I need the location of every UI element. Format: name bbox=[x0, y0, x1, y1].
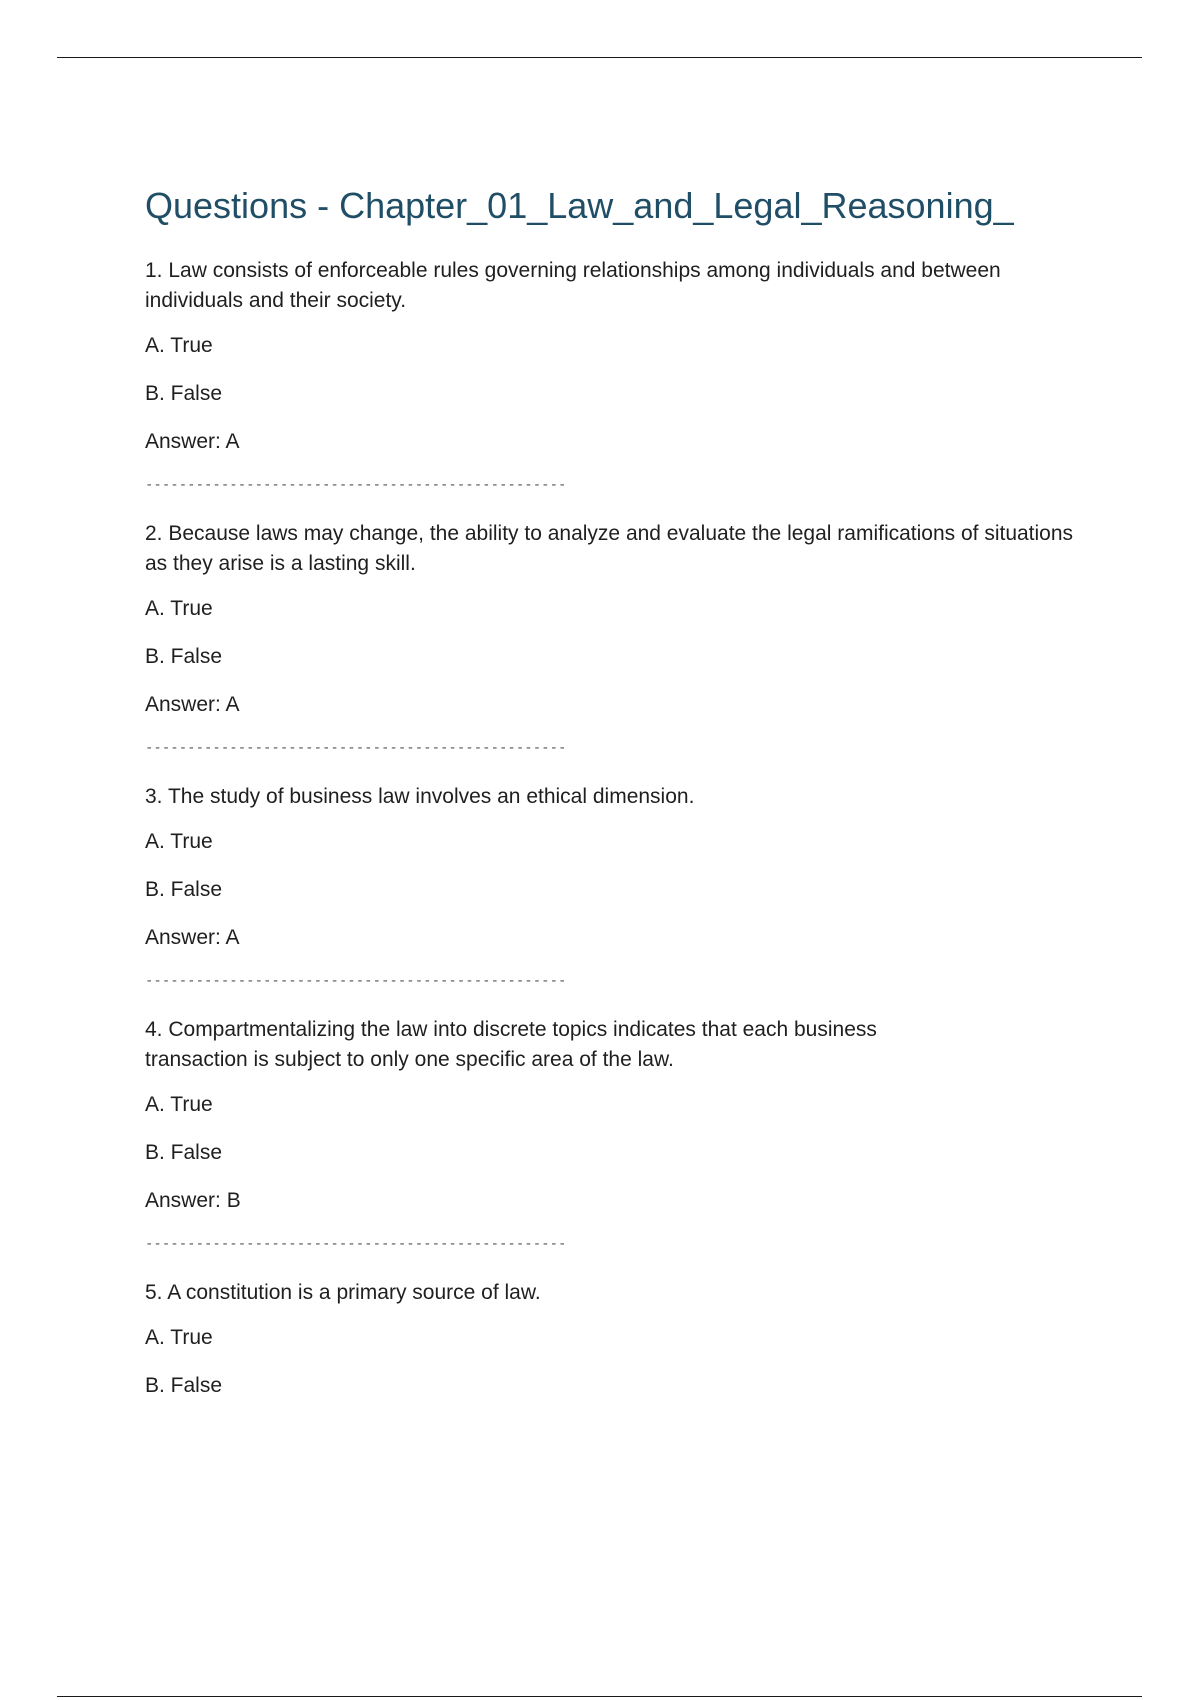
option-a: A. True bbox=[145, 1093, 213, 1116]
question-divider: -------------------------------------------------- bbox=[145, 740, 567, 756]
question-text: 3. The study of business law involves an ethical dimension. bbox=[145, 785, 695, 808]
question-text: 2. Because laws may change, the ability to analyze and evaluate the legal ramifications of situations as they arise is a lasting skill. bbox=[145, 522, 1074, 575]
question-divider: -------------------------------------------------- bbox=[145, 1236, 567, 1252]
question-block-4 bbox=[145, 1015, 1095, 1254]
option-a: A. True bbox=[145, 334, 213, 357]
option-b: B. False bbox=[145, 382, 223, 405]
question-block-5 bbox=[145, 1278, 1095, 1401]
page-content bbox=[145, 178, 1095, 1419]
bottom-rule bbox=[57, 1696, 1142, 1697]
option-a: A. True bbox=[145, 830, 213, 853]
option-a: A. True bbox=[145, 1326, 213, 1349]
option-b: B. False bbox=[145, 645, 223, 668]
question-block-1 bbox=[145, 256, 1095, 495]
question-block-2 bbox=[145, 519, 1095, 758]
option-a: A. True bbox=[145, 597, 213, 620]
answer-text: Answer: B bbox=[145, 1189, 241, 1212]
page-title: Questions - Chapter_01_Law_and_Legal_Reasoning_ bbox=[145, 185, 1014, 226]
option-b: B. False bbox=[145, 878, 223, 901]
answer-text: Answer: A bbox=[145, 926, 240, 949]
option-b: B. False bbox=[145, 1374, 223, 1397]
question-text: 5. A constitution is a primary source of law. bbox=[145, 1281, 541, 1304]
question-divider: -------------------------------------------------- bbox=[145, 477, 567, 493]
question-block-3 bbox=[145, 782, 1095, 991]
question-divider: -------------------------------------------------- bbox=[145, 973, 567, 989]
question-text: 1. Law consists of enforceable rules governing relationships among individuals and between individuals and their society. bbox=[145, 259, 1001, 312]
answer-text: Answer: A bbox=[145, 693, 240, 716]
question-text: 4. Compartmentalizing the law into discrete topics indicates that each business transaction is subject to only one specific area of the law. bbox=[145, 1018, 877, 1071]
option-b: B. False bbox=[145, 1141, 223, 1164]
answer-text: Answer: A bbox=[145, 430, 240, 453]
top-rule bbox=[57, 57, 1142, 58]
